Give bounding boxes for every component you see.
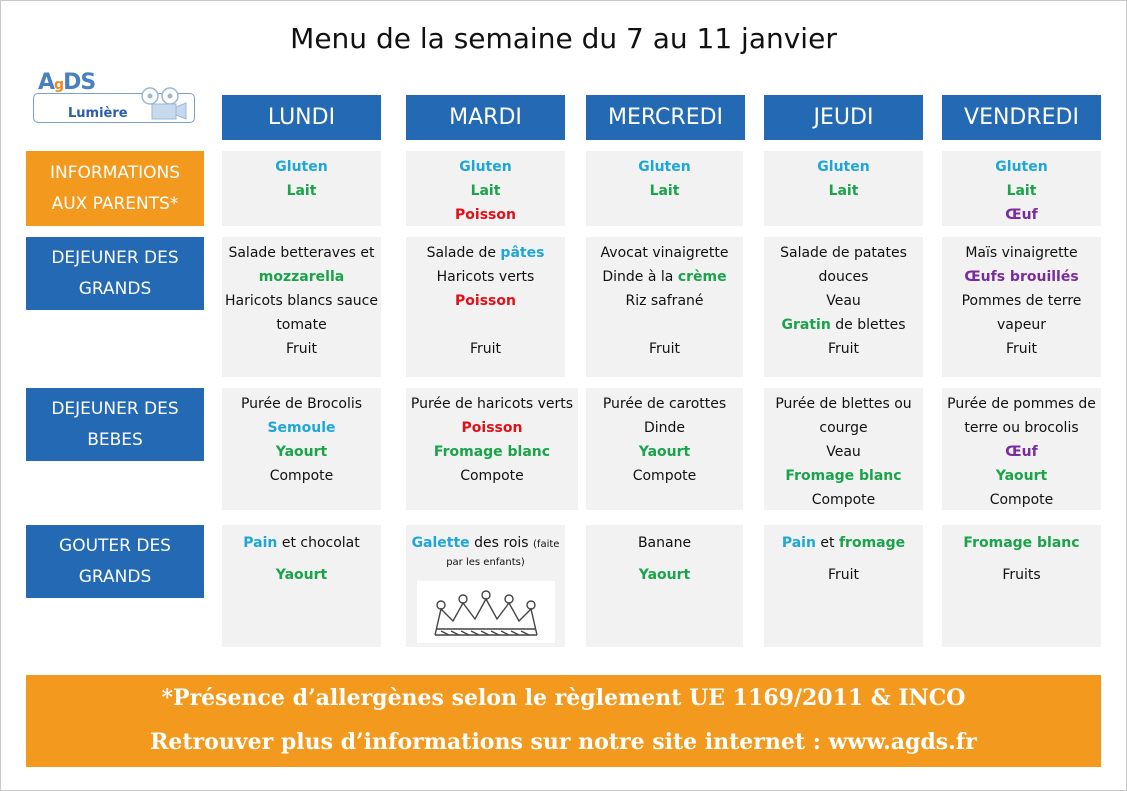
menu-line: Yaourt xyxy=(275,567,328,583)
logo-main-text xyxy=(38,70,95,95)
menu-line xyxy=(406,241,565,265)
menu-line-empty xyxy=(586,313,743,337)
allergen-lait: Lait xyxy=(649,183,680,199)
crown-icon xyxy=(417,581,555,643)
info-cell-vendredi xyxy=(942,151,1101,226)
menu-text: Salade de xyxy=(426,245,501,261)
menu-line: Veau xyxy=(826,293,861,309)
menu-line: Fruit xyxy=(827,567,860,583)
gouter-lundi xyxy=(222,525,381,647)
menu-line: Fromage blanc xyxy=(433,444,551,460)
menu-line: Banane xyxy=(637,535,692,551)
row-label-line: BEBES xyxy=(87,429,143,450)
row-label-dejeuner-bebes xyxy=(26,388,204,461)
menu-line: Haricots blancs sauce xyxy=(225,293,378,309)
menu-highlight: crème xyxy=(677,269,727,285)
menu-line: Pommes de terre xyxy=(961,293,1082,309)
gouter-jeudi xyxy=(764,525,923,647)
allergen-gluten: Gluten xyxy=(817,159,870,175)
menu-line: douces xyxy=(818,269,869,285)
menu-text: et xyxy=(815,535,839,551)
menu-line: terre ou brocolis xyxy=(964,420,1079,436)
menu-line: courge xyxy=(819,420,868,436)
gouter-mercredi xyxy=(586,525,743,647)
day-header-vendredi: VENDREDI xyxy=(942,95,1101,140)
info-cell-jeudi xyxy=(764,151,923,226)
row-label-dejeuner-grands xyxy=(26,237,204,310)
menu-line: Haricots verts xyxy=(436,269,535,285)
dejeuner-bebes-lundi xyxy=(222,388,381,510)
logo-letter-g: g xyxy=(54,77,64,93)
allergen-poisson: Poisson xyxy=(455,207,516,223)
allergen-notice: *Présence d’allergènes selon le règlement UE 1169/2011 & INCO xyxy=(161,685,966,711)
menu-line: Compote xyxy=(989,492,1054,508)
menu-line: Yaourt xyxy=(995,468,1048,484)
film-reel-icon xyxy=(140,87,188,121)
dejeuner-bebes-vendredi xyxy=(942,388,1101,510)
menu-text: des rois xyxy=(469,535,534,551)
dejeuner-grands-mardi xyxy=(406,237,565,377)
menu-line-empty xyxy=(406,313,565,337)
menu-highlight: Pain xyxy=(781,535,816,551)
allergen-oeuf: Œuf xyxy=(1005,207,1038,223)
allergen-gluten: Gluten xyxy=(995,159,1048,175)
menu-line: Fruit xyxy=(648,341,681,357)
menu-line: Fruits xyxy=(1002,567,1041,583)
gouter-vendredi xyxy=(942,525,1101,647)
menu-line xyxy=(222,531,381,555)
menu-text: et chocolat xyxy=(277,535,360,551)
menu-line: Œufs brouillés xyxy=(964,269,1079,285)
allergen-gluten: Gluten xyxy=(638,159,691,175)
agds-logo xyxy=(33,68,195,124)
logo-subtitle: Lumière xyxy=(68,106,128,121)
dejeuner-bebes-mardi xyxy=(406,388,578,510)
row-label-line: GOUTER DES xyxy=(59,535,171,556)
menu-highlight: fromage xyxy=(838,535,906,551)
row-label-line: GRANDS xyxy=(78,278,152,299)
menu-highlight: Galette xyxy=(411,535,470,551)
menu-line: tomate xyxy=(276,317,327,333)
menu-line xyxy=(764,313,923,337)
menu-line: Purée de haricots verts xyxy=(410,396,574,412)
menu-line xyxy=(586,265,743,289)
menu-line: Fruit xyxy=(1005,341,1038,357)
row-label-line: INFORMATIONS xyxy=(50,162,180,183)
info-cell-lundi xyxy=(222,151,381,226)
menu-line: Fruit xyxy=(469,341,502,357)
row-label-line: DEJEUNER DES xyxy=(51,247,179,268)
footer-banner xyxy=(26,675,1101,767)
row-label-line: DEJEUNER DES xyxy=(51,398,179,419)
menu-line: Yaourt xyxy=(275,444,328,460)
page-title: Menu de la semaine du 7 au 11 janvier xyxy=(290,22,837,55)
dejeuner-grands-lundi xyxy=(222,237,381,377)
menu-line: Poisson xyxy=(461,420,523,436)
menu-highlight: Gratin xyxy=(781,317,831,333)
website-notice: Retrouver plus d’informations sur notre site internet : www.agds.fr xyxy=(150,729,977,755)
menu-line: Fruit xyxy=(827,341,860,357)
menu-highlight: Pain xyxy=(243,535,278,551)
menu-line: Œuf xyxy=(1005,444,1038,460)
menu-highlight: pâtes xyxy=(500,245,545,261)
info-cell-mercredi xyxy=(586,151,743,226)
menu-line: mozzarella xyxy=(258,269,345,285)
menu-text: Dinde à la xyxy=(602,269,678,285)
logo-letter-a: A xyxy=(38,70,55,95)
menu-line xyxy=(764,531,923,555)
dejeuner-grands-vendredi xyxy=(942,237,1101,377)
menu-line: Poisson xyxy=(455,293,516,309)
menu-line: Compote xyxy=(632,468,697,484)
dejeuner-bebes-mercredi xyxy=(586,388,743,510)
menu-line: Fruit xyxy=(285,341,318,357)
day-header-mardi: MARDI xyxy=(406,95,565,140)
row-label-gouter xyxy=(26,525,204,598)
menu-line: Yaourt xyxy=(638,567,691,583)
menu-line: Yaourt xyxy=(638,444,691,460)
menu-note: par les enfants) xyxy=(446,557,525,568)
menu-line: Purée de pommes de xyxy=(947,396,1096,412)
gouter-mardi xyxy=(406,525,565,647)
menu-line: Maïs vinaigrette xyxy=(965,245,1078,261)
day-header-jeudi: JEUDI xyxy=(764,95,923,140)
menu-line: Compote xyxy=(269,468,334,484)
menu-line: Fromage blanc xyxy=(963,535,1080,551)
allergen-lait: Lait xyxy=(286,183,317,199)
menu-line: Dinde xyxy=(643,420,686,436)
day-header-mercredi: MERCREDI xyxy=(586,95,745,140)
dejeuner-grands-jeudi xyxy=(764,237,923,377)
row-label-line: AUX PARENTS* xyxy=(51,193,179,214)
logo-letters-ds: DS xyxy=(63,70,96,95)
allergen-lait: Lait xyxy=(828,183,859,199)
allergen-lait: Lait xyxy=(1006,183,1037,199)
menu-line: Purée de carottes xyxy=(602,396,727,412)
menu-line: Compote xyxy=(811,492,876,508)
menu-line: vapeur xyxy=(997,317,1046,333)
dejeuner-grands-mercredi xyxy=(586,237,743,377)
menu-line: Riz safrané xyxy=(625,293,704,309)
menu-line: Salade betteraves et xyxy=(228,245,375,261)
menu-line: Purée de blettes ou xyxy=(775,396,912,412)
menu-line: Semoule xyxy=(267,420,336,436)
info-cell-mardi xyxy=(406,151,565,226)
row-label-line: GRANDS xyxy=(78,566,152,587)
allergen-gluten: Gluten xyxy=(275,159,328,175)
menu-line: Avocat vinaigrette xyxy=(600,245,729,261)
dejeuner-bebes-jeudi xyxy=(764,388,923,510)
menu-line xyxy=(406,531,565,557)
allergen-lait: Lait xyxy=(470,183,501,199)
allergen-gluten: Gluten xyxy=(459,159,512,175)
row-label-informations xyxy=(26,151,204,226)
menu-note: (faite xyxy=(533,539,560,550)
menu-line: Fromage blanc xyxy=(785,468,902,484)
menu-text: de blettes xyxy=(830,317,906,333)
menu-line: Compote xyxy=(460,468,524,484)
menu-line: Veau xyxy=(826,444,861,460)
menu-line: Purée de Brocolis xyxy=(240,396,363,412)
menu-line: Salade de patates xyxy=(780,245,907,261)
day-header-lundi: LUNDI xyxy=(222,95,381,140)
